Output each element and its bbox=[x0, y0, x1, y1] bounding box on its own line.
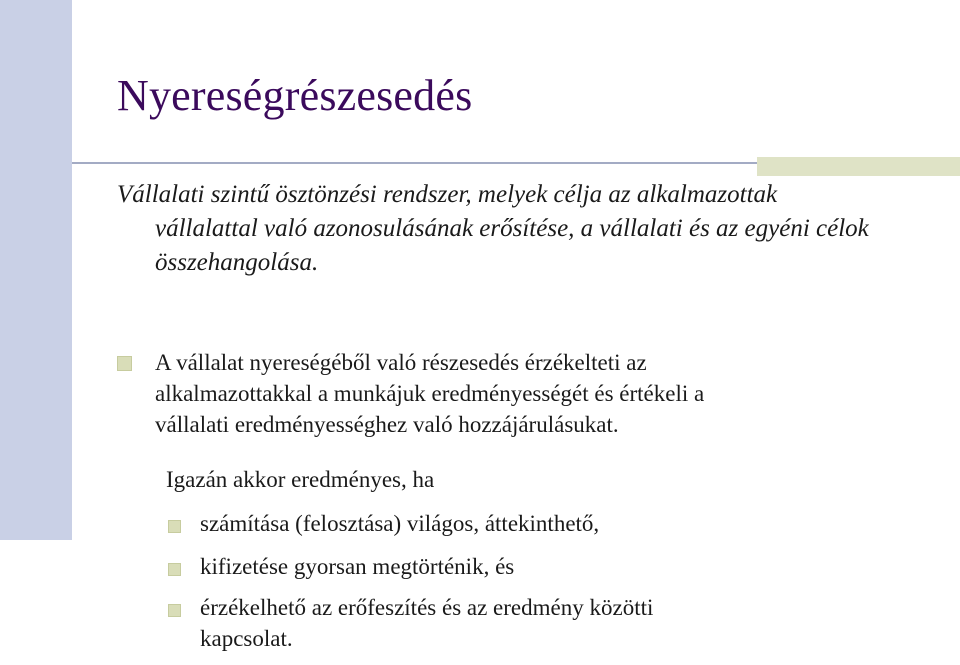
intro-definition bbox=[117, 178, 907, 280]
intro-line-3: összehangolása. bbox=[155, 249, 319, 276]
sub-bullet-square-icon bbox=[168, 563, 181, 576]
sub-item-2 bbox=[200, 551, 514, 582]
intro-line-1: Vállalati szintű ösztönzési rendszer, melyek célja az alkalmazottak bbox=[117, 181, 778, 208]
bullet-line-2: alkalmazottakkal a munkájuk eredményességét és értékeli a bbox=[155, 381, 705, 406]
left-decor-bar bbox=[0, 0, 72, 540]
sub-item-3 bbox=[200, 592, 653, 654]
intro-line-2: vállalattal való azonosulásának erősítése, a vállalati és az egyéni célok bbox=[155, 215, 869, 242]
sub-item-1-text: számítása (felosztása) világos, áttekinthető, bbox=[200, 511, 600, 536]
bullet-line-3: vállalati eredményességhez való hozzájárulásukat. bbox=[155, 412, 619, 437]
bullet-line-1: A vállalat nyereségéből való részesedés érzékelteti az bbox=[155, 350, 647, 375]
sub-item-2-text: kifizetése gyorsan megtörténik, és bbox=[200, 554, 515, 579]
accent-block bbox=[757, 157, 960, 176]
main-bullet-text bbox=[155, 347, 915, 440]
sub-item-3-line-1: érzékelhető az erőfeszítés és az eredmény közötti bbox=[200, 595, 654, 620]
sub-intro-text: Igazán akkor eredményes, ha bbox=[166, 467, 435, 492]
sub-item-3-line-2: kapcsolat. bbox=[200, 626, 293, 651]
bullet-square-icon bbox=[117, 356, 132, 371]
sub-bullet-square-icon bbox=[168, 604, 181, 617]
sub-bullet-square-icon bbox=[168, 520, 181, 533]
sub-item-1 bbox=[200, 508, 599, 539]
slide-title: Nyereségrészesedés bbox=[117, 71, 473, 120]
